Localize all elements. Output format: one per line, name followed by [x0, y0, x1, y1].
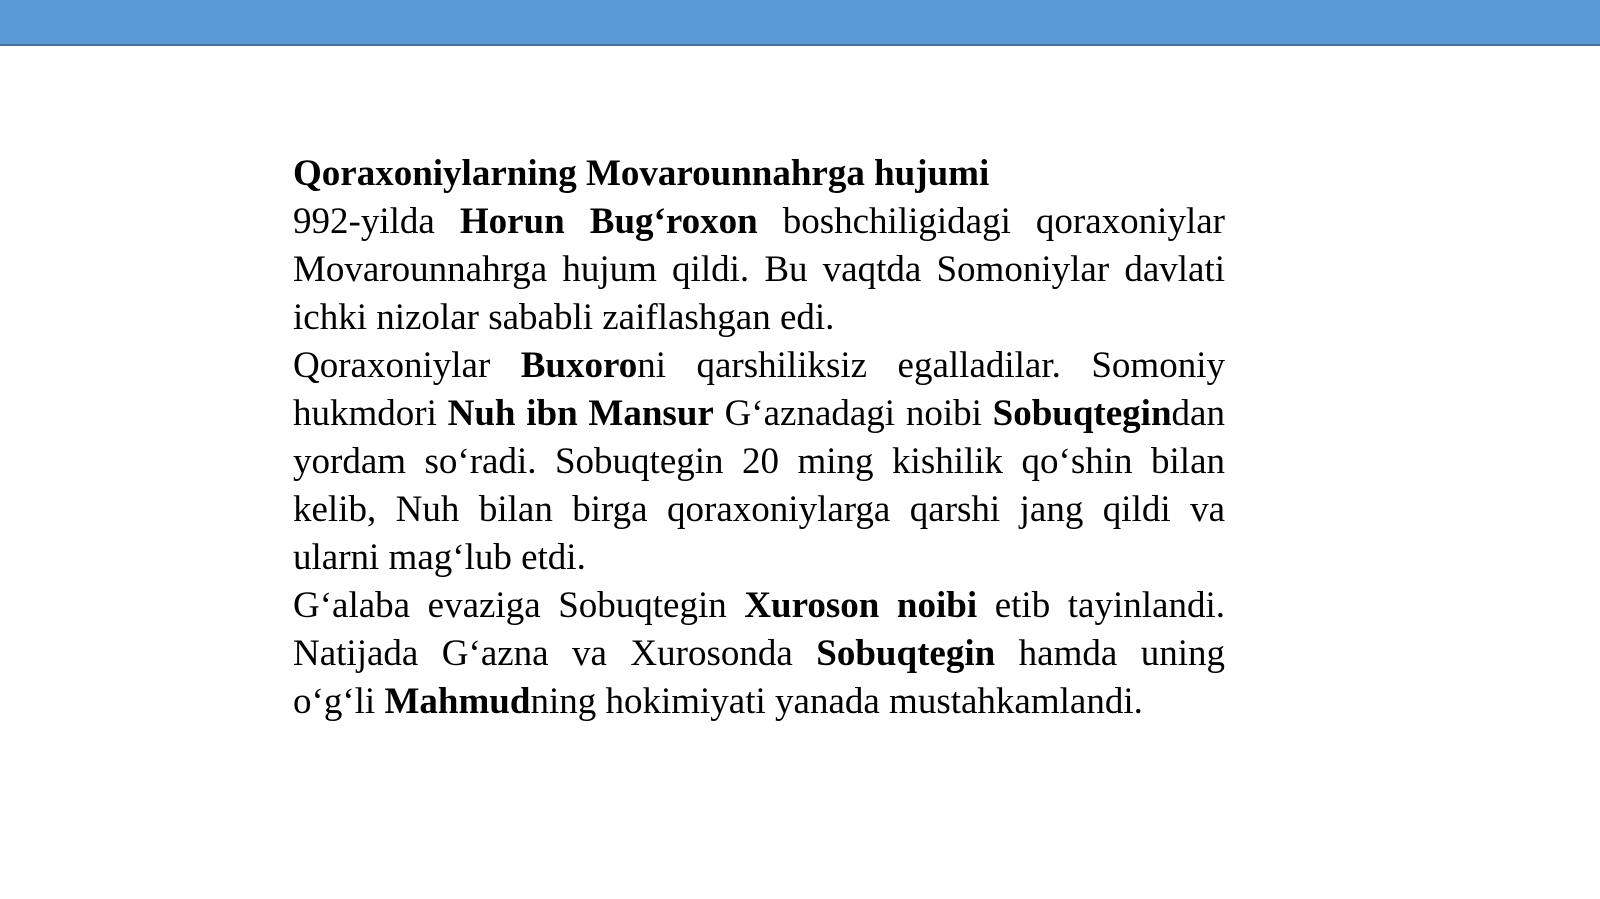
paragraph-3-bold: Sobuqtegin [816, 633, 996, 674]
paragraph-3-bold: Xuroson noibi [744, 585, 978, 626]
paragraph-1-text: boshchiligidagi qoraxoniylar Movarounnahrga hujum qildi. Bu vaqtda Somoniylar davlati ichki nizolar sababli zaiflashgan edi. [293, 201, 1225, 338]
slide-title: Qoraxoniylarning Movarounnahrga hujumi [293, 153, 990, 194]
slide-content [293, 150, 1225, 726]
paragraph-3-bold: Mahmud [384, 681, 531, 722]
header-bar [0, 0, 1600, 46]
paragraph-3-text: etib tayinlandi. Natijada G‘azna va Xurosonda [293, 585, 1225, 674]
paragraph-2-bold: Sobuqtegin [992, 393, 1172, 434]
paragraph-1-text: 992-yilda [293, 201, 460, 242]
paragraph-2-text: ni qarshiliksiz egalladilar. Somoniy hukmdori [293, 345, 1225, 434]
paragraph-2-bold: Nuh ibn Mansur [447, 393, 714, 434]
paragraph-3 [293, 582, 1225, 726]
paragraph-2-text: dan yordam so‘radi. Sobuqtegin 20 ming kishilik qo‘shin bilan kelib, Nuh bilan birga qoraxoniylarga qarshi jang qildi va ularni mag‘lub etdi. [293, 393, 1225, 578]
paragraph-3-text: hamda uning o‘g‘li [293, 633, 1226, 722]
paragraph-2-bold: Buxoro [520, 345, 638, 386]
paragraph-1 [293, 198, 1225, 342]
paragraph-2-text: Qoraxoniylar [293, 345, 521, 386]
paragraph-2-text: G‘aznadagi noibi [713, 393, 993, 434]
paragraph-3-text: G‘alaba evaziga Sobuqtegin [293, 585, 745, 626]
paragraph-3-text: ning hokimiyati yanada mustahkamlandi. [530, 681, 1143, 722]
paragraph-1-bold: Horun Bug‘roxon [459, 201, 758, 242]
paragraph-2 [293, 342, 1225, 582]
